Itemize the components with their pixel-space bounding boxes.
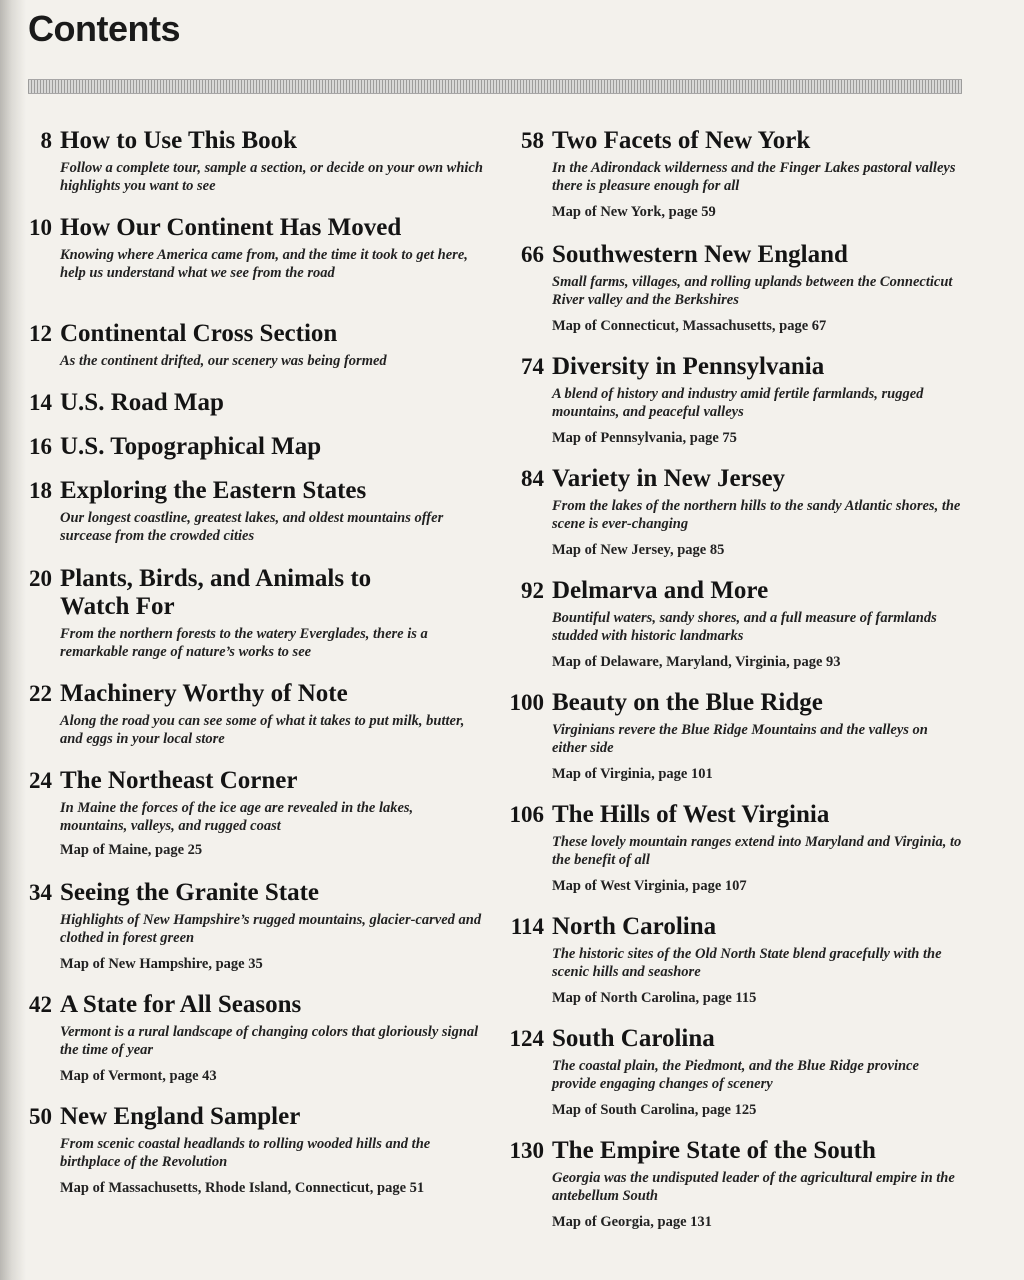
toc-entry[interactable] — [14, 432, 484, 461]
toc-description: The coastal plain, the Piedmont, and the Blue Ridge province provide engaging changes of scenery — [552, 1058, 919, 1092]
toc-description: The historic sites of the Old North State blend gracefully with the scenic hills and seashore — [552, 946, 942, 980]
toc-page-number: 20 — [29, 566, 52, 591]
toc-entry[interactable] — [14, 476, 484, 545]
toc-heading: The Empire State of the South — [552, 1137, 876, 1164]
toc-map-reference: Map of New Hampshire, page 35 — [60, 956, 263, 972]
toc-heading: New England Sampler — [60, 1103, 301, 1130]
toc-description: A blend of history and industry amid fertile farmlands, rugged mountains, and peaceful valleys — [552, 386, 924, 420]
toc-entry[interactable] — [14, 1102, 484, 1197]
toc-description: Highlights of New Hampshire’s rugged mountains, glacier-carved and clothed in forest green — [60, 912, 482, 946]
toc-heading: Exploring the Eastern States — [60, 477, 367, 504]
toc-entry[interactable] — [496, 576, 966, 671]
toc-page-number: 8 — [40, 128, 52, 153]
toc-page-number: 66 — [521, 242, 544, 267]
toc-entry[interactable] — [496, 240, 966, 335]
toc-description: As the continent drifted, our scenery was being formed — [60, 353, 387, 369]
toc-page-number: 124 — [509, 1026, 544, 1051]
toc-heading: How Our Continent Has Moved — [60, 214, 402, 241]
toc-page-number: 130 — [509, 1138, 544, 1163]
toc-description: Follow a complete tour, sample a section, or decide on your own which highlights you want to see — [60, 160, 483, 194]
toc-description: Vermont is a rural landscape of changing colors that gloriously signal the time of year — [60, 1024, 479, 1058]
toc-page-number: 34 — [29, 880, 52, 905]
toc-description: From scenic coastal headlands to rolling wooded hills and the birthplace of the Revolution — [60, 1136, 431, 1170]
toc-page-number: 12 — [29, 321, 52, 346]
toc-description: From the lakes of the northern hills to the sandy Atlantic shores, the scene is ever-changing — [552, 498, 961, 532]
toc-page-number: 18 — [29, 478, 52, 503]
toc-map-reference: Map of New Jersey, page 85 — [552, 542, 725, 558]
toc-description: In Maine the forces of the ice age are revealed in the lakes, mountains, valleys, and rugged coast — [60, 800, 414, 834]
toc-entry[interactable] — [14, 213, 484, 282]
toc-page-number: 16 — [29, 434, 52, 459]
toc-description: Knowing where America came from, and the time it took to get here, help us understand what we see from the road — [60, 247, 468, 281]
toc-heading: Variety in New Jersey — [552, 465, 786, 492]
toc-map-reference: Map of Vermont, page 43 — [60, 1068, 217, 1084]
toc-map-reference: Map of North Carolina, page 115 — [552, 990, 757, 1006]
toc-map-reference: Map of West Virginia, page 107 — [552, 878, 747, 894]
toc-description: These lovely mountain ranges extend into Maryland and Virginia, to the benefit of all — [552, 834, 962, 868]
toc-heading: Seeing the Granite State — [60, 879, 319, 906]
toc-entry[interactable] — [496, 912, 966, 1007]
toc-heading: Plants, Birds, and Animals to Watch For — [60, 565, 372, 620]
toc-heading: Diversity in Pennsylvania — [552, 353, 825, 380]
toc-page-number: 24 — [29, 768, 52, 793]
toc-description: Virginians revere the Blue Ridge Mountains and the valleys on either side — [552, 722, 928, 756]
toc-heading: U.S. Road Map — [60, 389, 224, 416]
toc-entry[interactable] — [496, 464, 966, 559]
toc-entry[interactable] — [14, 878, 484, 973]
toc-description: Along the road you can see some of what it takes to put milk, butter, and eggs in your local store — [60, 713, 465, 747]
toc-page-number: 74 — [521, 354, 544, 379]
toc-description: Bountiful waters, sandy shores, and a full measure of farmlands studded with historic landmarks — [552, 610, 937, 644]
toc-page-number: 58 — [521, 128, 544, 153]
toc-page-number: 84 — [521, 466, 544, 491]
toc-map-reference: Map of Connecticut, Massachusetts, page 67 — [552, 318, 827, 334]
toc-heading: A State for All Seasons — [60, 991, 302, 1018]
toc-map-reference: Map of South Carolina, page 125 — [552, 1102, 757, 1118]
toc-map-reference: Map of Virginia, page 101 — [552, 766, 713, 782]
toc-description: Small farms, villages, and rolling uplands between the Connecticut River valley and the Berkshires — [552, 274, 953, 308]
toc-heading: Two Facets of New York — [552, 127, 811, 154]
toc-heading: Delmarva and More — [552, 577, 769, 604]
toc-map-reference: Map of Maine, page 25 — [60, 842, 203, 858]
toc-entry[interactable] — [14, 679, 484, 748]
toc-entry[interactable] — [14, 990, 484, 1085]
toc-page-number: 106 — [509, 802, 544, 827]
toc-heading: Machinery Worthy of Note — [60, 680, 348, 707]
toc-description: From the northern forests to the watery Everglades, there is a remarkable range of nature’s works to see — [60, 626, 428, 660]
toc-page-number: 14 — [29, 390, 52, 415]
toc-description: Georgia was the undisputed leader of the agricultural empire in the antebellum South — [552, 1170, 955, 1204]
toc-entry[interactable] — [496, 352, 966, 447]
toc-page-number: 10 — [29, 215, 52, 240]
toc-page-number: 42 — [29, 992, 52, 1017]
toc-page-number: 50 — [29, 1104, 52, 1129]
toc-heading: North Carolina — [552, 913, 717, 940]
toc-map-reference: Map of Delaware, Maryland, Virginia, page 93 — [552, 654, 841, 670]
title-rule — [28, 79, 962, 94]
toc-entry[interactable] — [14, 319, 484, 370]
toc-entry[interactable] — [14, 564, 484, 661]
toc-entry[interactable] — [496, 1024, 966, 1119]
toc-heading: The Northeast Corner — [60, 767, 298, 794]
toc-entry[interactable] — [14, 126, 484, 195]
toc-description: In the Adirondack wilderness and the Finger Lakes pastoral valleys there is pleasure enough for all — [552, 160, 956, 194]
toc-page-number: 114 — [510, 914, 544, 939]
toc-entry[interactable] — [496, 126, 966, 221]
toc-heading: South Carolina — [552, 1025, 715, 1052]
toc-heading: Continental Cross Section — [60, 320, 338, 347]
toc-heading: Southwestern New England — [552, 241, 848, 268]
toc-heading: Beauty on the Blue Ridge — [552, 689, 823, 716]
toc-description: Our longest coastline, greatest lakes, and oldest mountains offer surcease from the crowded cities — [60, 510, 444, 544]
toc-page-number: 22 — [29, 681, 52, 706]
toc-entry[interactable] — [496, 688, 966, 783]
toc-map-reference: Map of Massachusetts, Rhode Island, Connecticut, page 51 — [60, 1180, 425, 1196]
toc-map-reference: Map of Pennsylvania, page 75 — [552, 430, 737, 446]
toc-entry[interactable] — [14, 766, 484, 859]
page-title: Contents — [28, 8, 180, 49]
toc-map-reference: Map of New York, page 59 — [552, 204, 716, 220]
toc-entry[interactable] — [496, 1136, 966, 1231]
toc-entry[interactable] — [14, 388, 484, 417]
toc-heading: U.S. Topographical Map — [60, 433, 322, 460]
toc-page-number: 100 — [509, 690, 544, 715]
toc-page-number: 92 — [521, 578, 544, 603]
toc-heading: The Hills of West Virginia — [552, 801, 830, 828]
toc-map-reference: Map of Georgia, page 131 — [552, 1214, 712, 1230]
toc-entry[interactable] — [496, 800, 966, 895]
toc-heading: How to Use This Book — [60, 127, 298, 154]
